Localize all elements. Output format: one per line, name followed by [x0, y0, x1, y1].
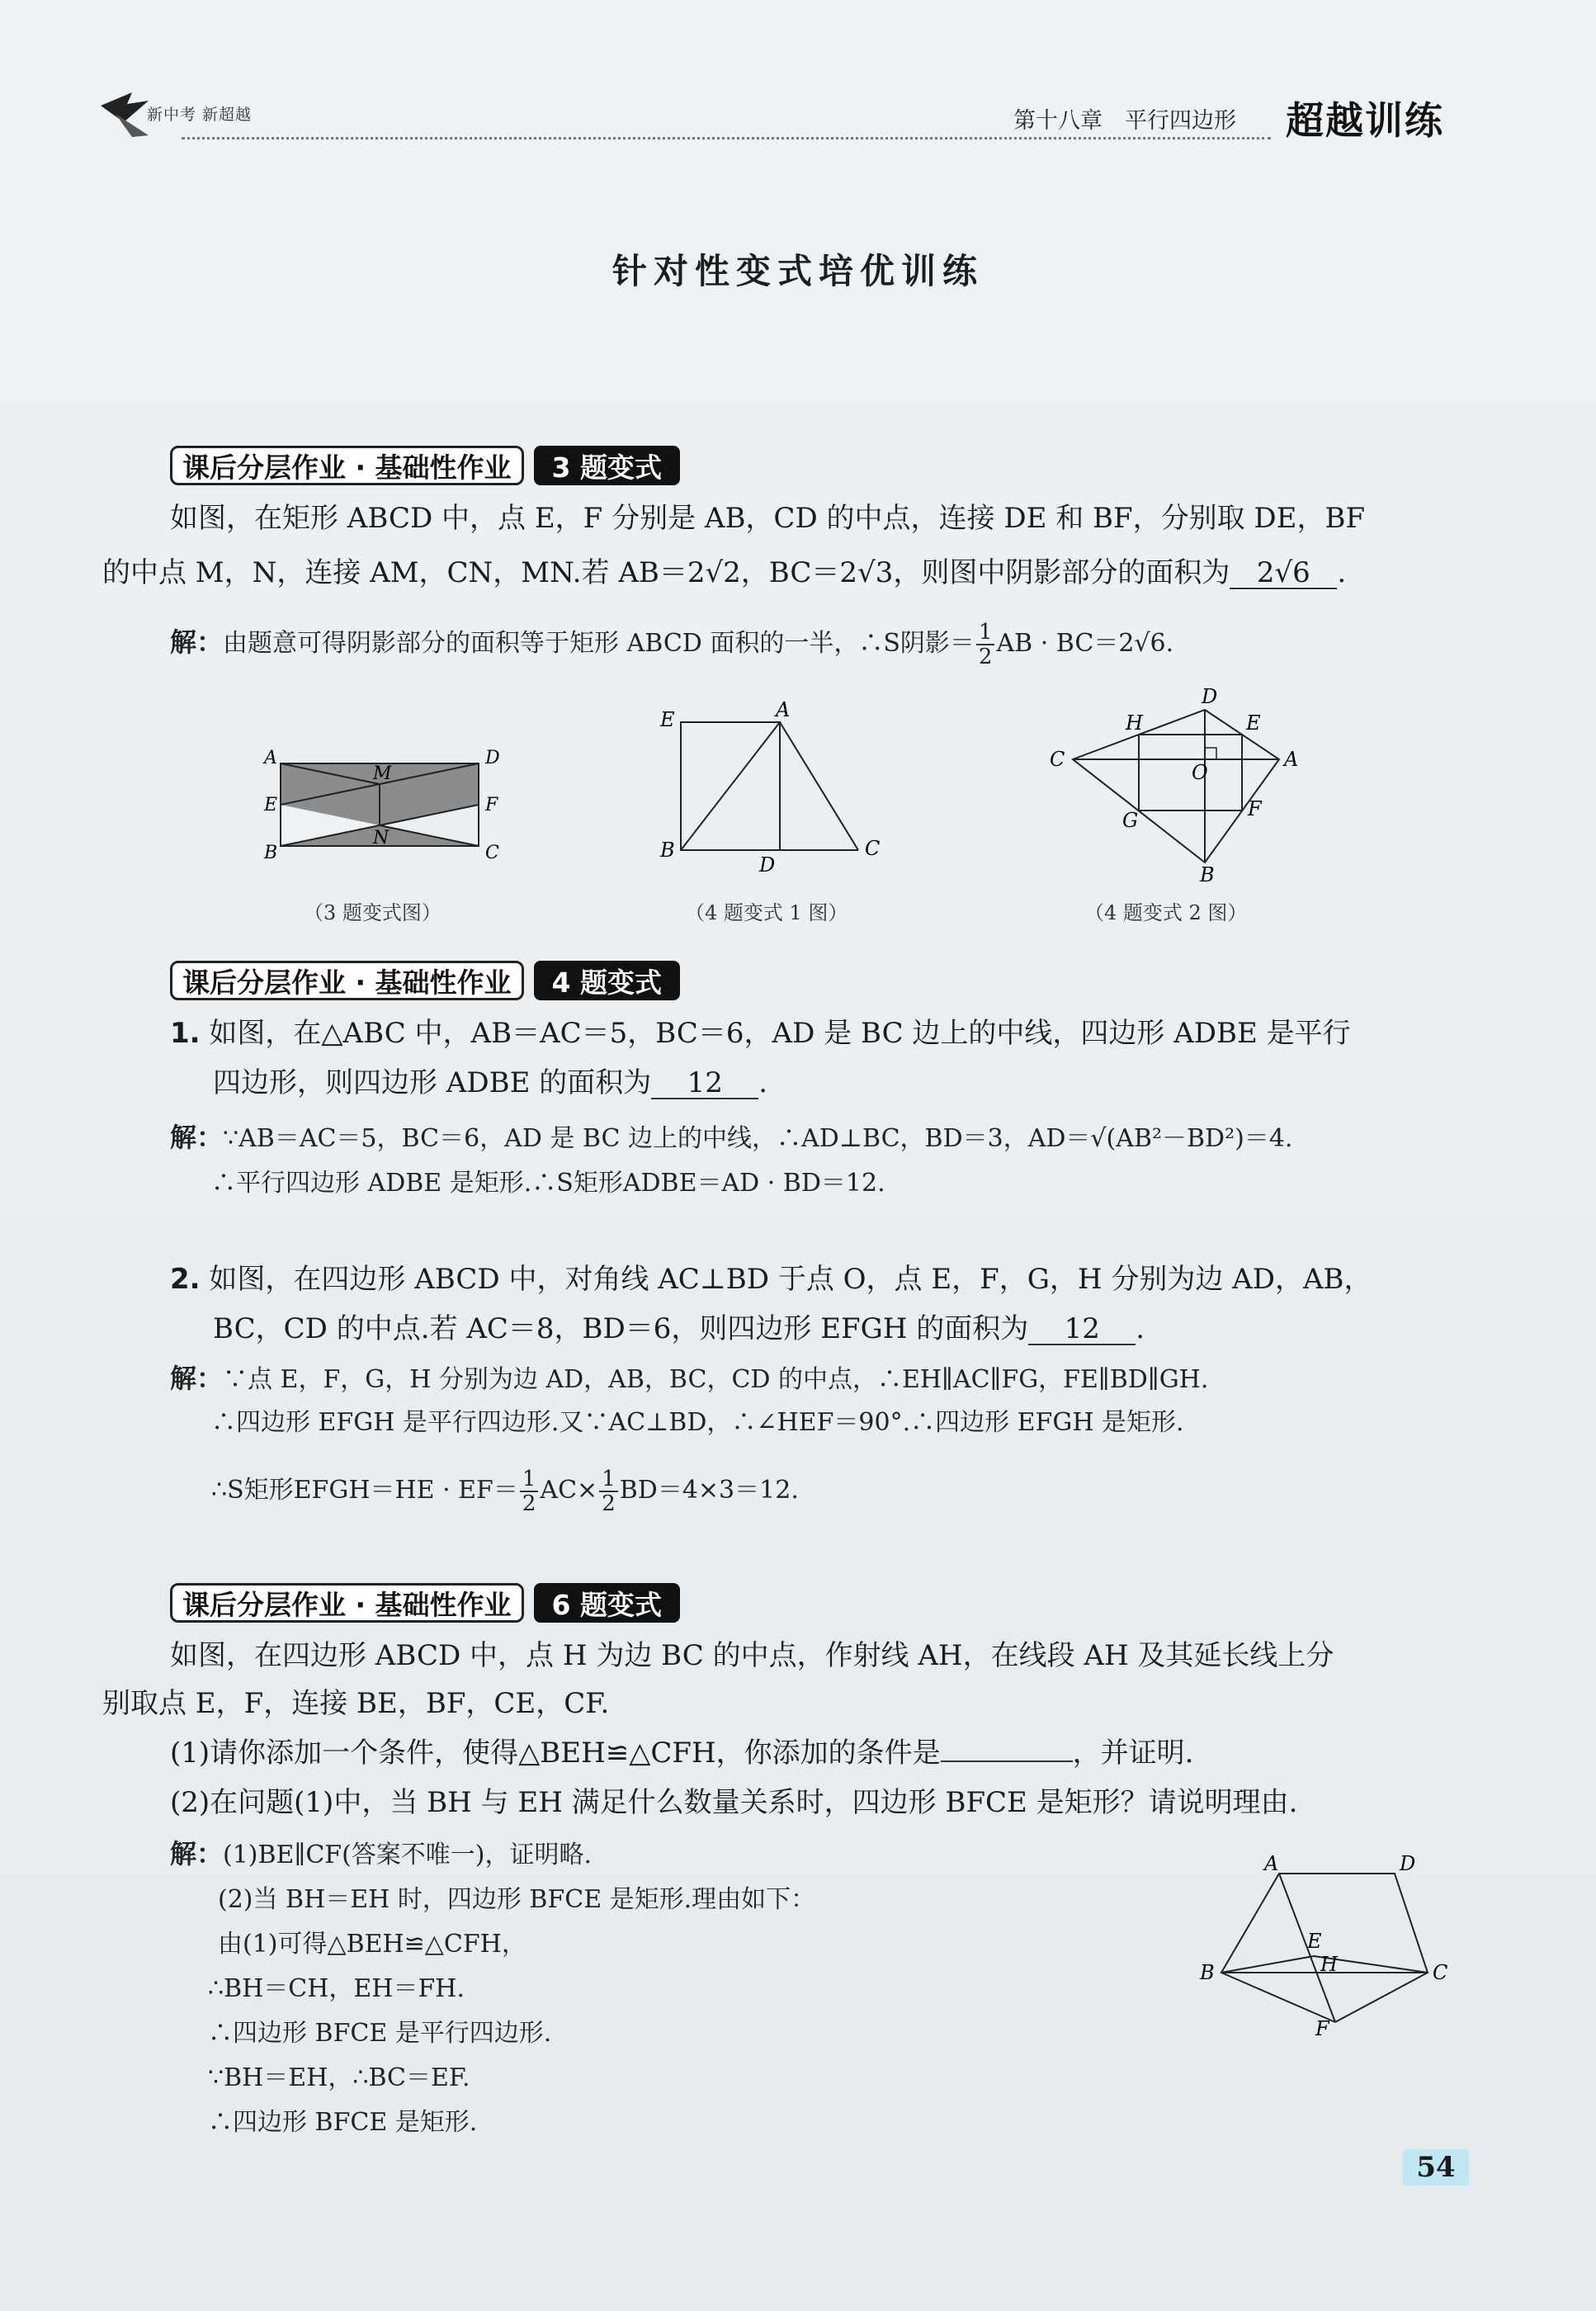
fraction-numerator: 1 — [520, 1467, 539, 1492]
question-text — [170, 1015, 1351, 1052]
solution-text: AC× — [540, 1476, 598, 1505]
answer-blank: 12 — [1028, 1314, 1136, 1345]
question-text-part: 四边形，则四边形 ADBE 的面积为 — [213, 1066, 652, 1099]
point-label: H — [1320, 1953, 1338, 1976]
section-tag-label: 课后分层作业 · 基础性作业 — [170, 961, 524, 1000]
solution-text: ∵点 E，F，G，H 分别为边 AD，AB，BC，CD 的中点，∴EH∥AC∥FG，FE∥BD∥GH. — [223, 1365, 1209, 1394]
solution-line — [211, 1467, 799, 1515]
question-text — [102, 555, 1346, 591]
question-end: . — [758, 1066, 768, 1099]
page-number: 54 — [1403, 2149, 1469, 2186]
question-text — [213, 1065, 767, 1101]
point-label: C — [1433, 1961, 1448, 1984]
solution-line — [170, 1362, 1208, 1397]
solution-label: 解： — [170, 1838, 224, 1869]
section-tag-3 — [170, 1583, 680, 1623]
point-label: D — [1202, 685, 1218, 708]
solution-label: 解： — [170, 626, 224, 658]
figure-3-variant — [256, 743, 512, 883]
question-text — [213, 1311, 1145, 1347]
figure-6-variant — [1188, 1849, 1452, 2039]
figure-4-variant-1 — [652, 702, 900, 875]
answer-blank: 12 — [651, 1068, 758, 1099]
question-text — [170, 1261, 1372, 1297]
solution-text: BD＝4×3＝12. — [619, 1476, 799, 1505]
point-label: H — [1126, 711, 1143, 735]
point-label: F — [1315, 2017, 1329, 2039]
question-text: 如图，在矩形 ABCD 中，点 E，F 分别是 AB，CD 的中点，连接 DE 和 BF，分别取 DE，BF — [170, 502, 1366, 535]
solution-label: 解： — [170, 1363, 224, 1394]
solution-text: (1)BE∥CF(答案不唯一)，证明略. — [223, 1841, 593, 1869]
question-text: 别取点 E，F，连接 BE，BF，CE，CF. — [102, 1687, 610, 1720]
figure-caption: （4 题变式 1 图） — [685, 901, 848, 924]
point-label: A — [1284, 748, 1299, 771]
fraction — [976, 621, 995, 669]
fraction-denominator: 2 — [522, 1491, 536, 1516]
solution-line: ∴四边形 BFCE 是平行四边形. — [208, 2019, 552, 2048]
section-tag-variant: 3 题变式 — [534, 446, 680, 485]
point-label: B — [660, 839, 675, 862]
point-label: F — [485, 795, 498, 815]
header-series-title: 超越训练 — [1286, 98, 1444, 143]
answer-blank — [941, 1760, 1073, 1762]
point-label: B — [1200, 863, 1215, 883]
point-label: E — [1307, 1930, 1322, 1953]
question-text: (2)在问题(1)中，当 BH 与 EH 满足什么数量关系时，四边形 BFCE 是矩形？请说明理由. — [170, 1786, 1298, 1819]
question-text-part: BC，CD 的中点.若 AC＝8，BD＝6，则四边形 EFGH 的面积为 — [213, 1312, 1029, 1345]
solution-line: 由(1)可得△BEH≌△CFH， — [218, 1930, 526, 1959]
solution-line — [170, 1121, 1292, 1156]
point-label: C — [485, 843, 499, 863]
solution-line: ∵BH＝EH，∴BC＝EF. — [208, 2063, 470, 2092]
solution-label: 解： — [170, 1122, 224, 1153]
point-label: M — [373, 763, 392, 784]
section-tag-variant: 6 题变式 — [534, 1583, 680, 1623]
header-divider — [182, 137, 1271, 139]
solution-line: ∴BH＝CH，EH＝FH. — [208, 1974, 465, 2003]
solution-text: AB · BC＝2√6. — [996, 629, 1174, 658]
point-label: N — [373, 828, 390, 848]
point-label: E — [264, 795, 278, 815]
section-tag-label: 课后分层作业 · 基础性作业 — [170, 446, 524, 485]
question-text — [170, 1735, 1193, 1771]
point-label: B — [264, 843, 278, 863]
solution-line: ∴四边形 BFCE 是矩形. — [208, 2108, 478, 2137]
question-text-part: 如图，在四边形 ABCD 中，对角线 AC⊥BD 于点 O，点 E，F，G，H 分别为边 AD，AB， — [209, 1263, 1372, 1296]
point-label: C — [865, 837, 881, 860]
question-end: . — [1136, 1312, 1145, 1345]
fraction-numerator: 1 — [976, 621, 995, 645]
section-tag-1 — [170, 446, 680, 485]
answer-blank: 2√6 — [1230, 558, 1337, 589]
point-label: A — [1264, 1852, 1279, 1875]
figure-caption: （4 题变式 2 图） — [1084, 901, 1248, 924]
point-label: A — [776, 702, 791, 721]
fraction — [520, 1467, 539, 1515]
point-label: G — [1122, 809, 1139, 832]
solution-text: 由题意可得阴影部分的面积等于矩形 ABCD 面积的一半，∴S阴影＝ — [223, 629, 975, 658]
solution-line — [170, 1837, 592, 1872]
question-text: 如图，在四边形 ABCD 中，点 H 为边 BC 的中点，作射线 AH，在线段 AH 及其延长线上分 — [170, 1639, 1334, 1672]
figure-caption: （3 题变式图） — [304, 901, 441, 924]
solution-line: ∴四边形 EFGH 是平行四边形.又∵AC⊥BD，∴∠HEF＝90°.∴四边形 EFGH 是矩形. — [211, 1408, 1184, 1437]
fraction — [599, 1467, 618, 1515]
solution-text: ∵AB＝AC＝5，BC＝6，AD 是 BC 边上的中线，∴AD⊥BC，BD＝3，AD＝√(AB²－BD²)＝4. — [223, 1124, 1293, 1153]
question-text-part: 如图，在△ABC 中，AB＝AC＝5，BC＝6，AD 是 BC 边上的中线，四边形 ADBE 是平行 — [209, 1017, 1351, 1050]
point-label: A — [264, 748, 277, 768]
solution-line: (2)当 BH＝EH 时，四边形 BFCE 是矩形.理由如下： — [218, 1885, 816, 1914]
question-text-part: (1)请你添加一个条件，使得△BEH≌△CFH，你添加的条件是 — [170, 1737, 941, 1770]
figure-4-variant-2 — [1040, 685, 1312, 883]
page-title: 针对性变式培优训练 — [611, 251, 984, 291]
point-label: D — [759, 853, 776, 875]
fraction-denominator: 2 — [602, 1491, 616, 1516]
fraction-numerator: 1 — [599, 1467, 618, 1492]
solution-line — [170, 621, 1173, 669]
section-tag-variant: 4 题变式 — [534, 961, 680, 1000]
fraction-denominator: 2 — [978, 645, 993, 669]
solution-text: ∴S矩形EFGH＝HE · EF＝ — [211, 1476, 518, 1505]
point-label: F — [1248, 797, 1262, 820]
point-label: B — [1200, 1961, 1215, 1984]
header-chapter: 第十八章 平行四边形 — [1013, 108, 1236, 134]
point-label: D — [1400, 1852, 1416, 1875]
solution-line: ∴平行四边形 ADBE 是矩形.∴S矩形ADBE＝AD · BD＝12. — [211, 1169, 885, 1198]
header-brand: 新中考 新超越 — [147, 106, 253, 124]
point-label: E — [660, 708, 675, 731]
point-label: E — [1246, 711, 1261, 735]
point-label: D — [485, 748, 500, 768]
question-text-part: 的中点 M，N，连接 AM，CN，MN.若 AB＝2√2，BC＝2√3，则图中阴影部分的面积为 — [102, 556, 1230, 589]
question-text-part: ，并证明. — [1072, 1737, 1194, 1770]
question-number: 1. — [170, 1017, 201, 1050]
question-number: 2. — [170, 1263, 201, 1296]
question-end: . — [1337, 556, 1347, 589]
point-label: O — [1192, 761, 1208, 784]
point-label: C — [1050, 748, 1065, 771]
section-tag-2 — [170, 961, 680, 1000]
section-tag-label: 课后分层作业 · 基础性作业 — [170, 1583, 524, 1623]
